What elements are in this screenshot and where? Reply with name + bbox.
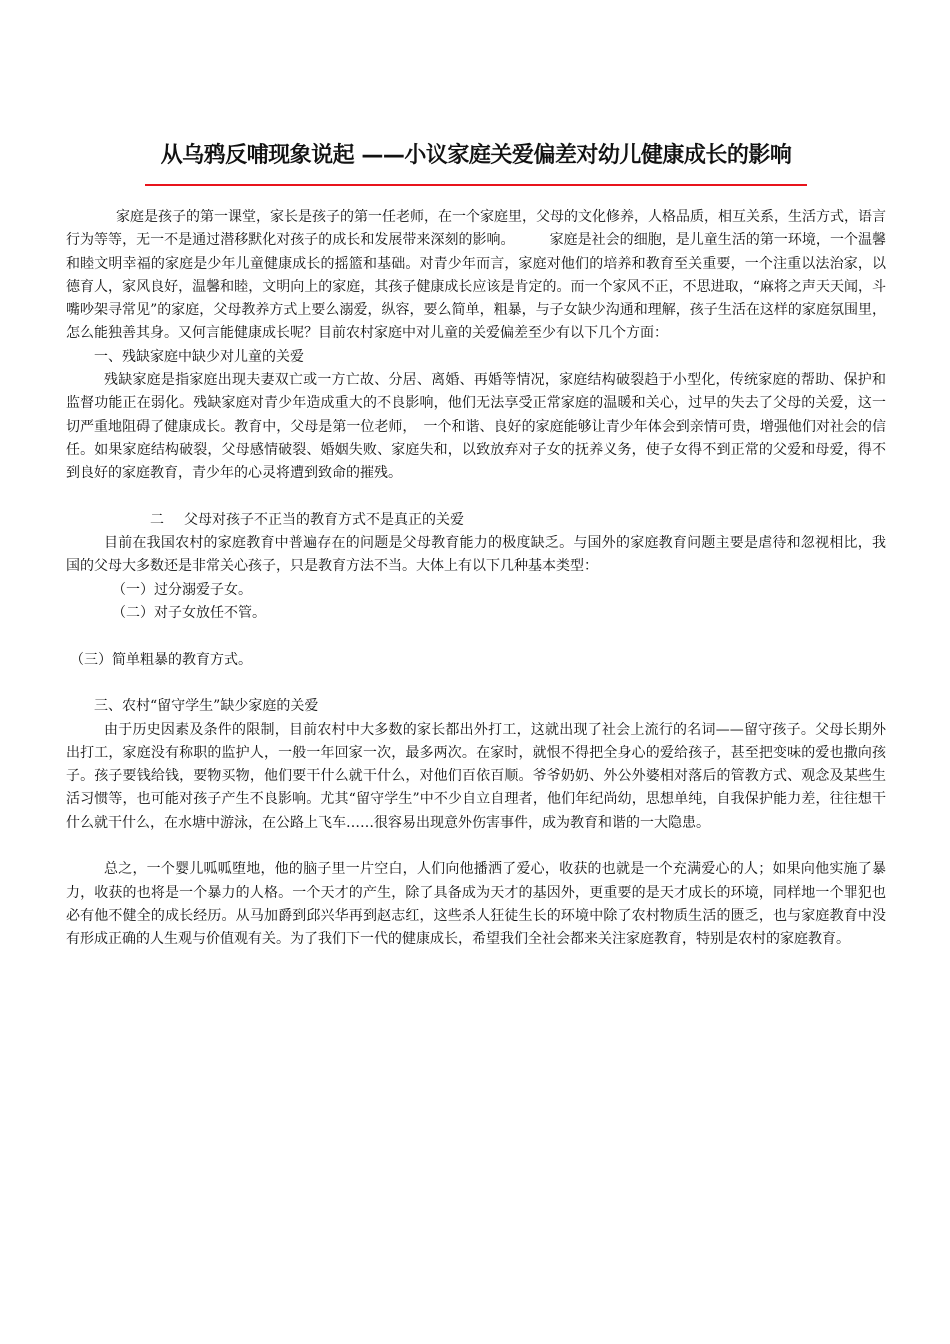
page-title: 从乌鸦反哺现象说起 ——小议家庭关爱偏差对幼儿健康成长的影响 [160,143,792,168]
section-heading-2-text: 父母对孩子不正当的教育方式不是真正的关爱 [184,511,464,528]
section-heading-3: 三、农村“留守学生”缺少家庭的关爱 [94,698,319,715]
spacer [66,835,886,858]
title-divider-rule [145,184,807,186]
section-heading-2 [66,509,886,532]
article-body [66,206,886,952]
section-heading-2-number: 二 [150,511,164,528]
spacer [66,672,886,695]
list-item-2: （二）对子女放任不管。 [112,605,266,622]
section-2-paragraph: 目前在我国农村的家庭教育中普遍存在的问题是父母教育能力的极度缺乏。与国外的家庭教育问题主要是虐待和忽视相比，我国的父母大多数还是非常关心孩子，只是教育方法不当。大体上有以下几种基本类型： [66,535,886,575]
intro-paragraph: 家庭是孩子的第一课堂，家长是孩子的第一任老师，在一个家庭里，父母的文化修养，人格品质，相互关系，生活方式，语言行为等等，无一不是通过潜移默化对孩子的成长和发展带来深刻的影响。 家庭是社会的细胞，是儿童生活的第一环境，一个温馨和睦文明幸福的家庭是少年儿童健康成长的摇篮和基础。对青少年而言，家庭对他们的培养和教育至关重要，一个注重以法治家，以德育人，家风良好，温馨和睦，文明向上的家庭，其孩子健康成长应该是肯定的。而一个家风不正，不思进取，“麻将之声天天闻，斗嘴吵架寻常见”的家庭，父母教养方式上要么溺爱，纵容，要么简单，粗暴，与子女缺少沟通和理解，孩子生活在这样的家庭氛围里，怎么能独善其身。又何言能健康成长呢？目前农村家庭中对儿童的关爱偏差至少有以下几个方面： [66,209,886,342]
conclusion-paragraph: 总之，一个婴儿呱呱堕地，他的脑子里一片空白，人们向他播洒了爱心，收获的也就是一个充满爱心的人；如果向他实施了暴力，收获的也将是一个暴力的人格。一个天才的产生，除了具备成为天才的基因外，更重要的是天才成长的环境，同样地一个罪犯也必有他不健全的成长经历。从马加爵到邱兴华再到赵志红，这些杀人狂徒生长的环境中除了农村物质生活的匮乏，也与家庭教育中没有形成正确的人生观与价值观有关。为了我们下一代的健康成长，希望我们全社会都来关注家庭教育，特别是农村的家庭教育。 [66,861,886,948]
section-3-paragraph: 由于历史因素及条件的限制，目前农村中大多数的家长都出外打工，这就出现了社会上流行的名词——留守孩子。父母长期外出打工，家庭没有称职的监护人，一般一年回家一次，最多两次。在家时，就恨不得把全身心的爱给孩子，甚至把变味的爱也撒向孩子。孩子要钱给钱，要物买物，他们要干什么就干什么，对他们百依百顺。爷爷奶奶、外公外婆相对落后的管教方式、观念及某些生活习惯等，也可能对孩子产生不良影响。尤其“留守学生”中不少自立自理者，他们年纪尚幼，思想单纯，自我保护能力差，往往想干什么就干什么，在水塘中游泳，在公路上飞车……很容易出现意外伤害事件，成为教育和谐的一大隐患。 [66,721,886,831]
spacer [66,625,886,648]
section-heading-1: 一、残缺家庭中缺少对儿童的关爱 [94,348,304,365]
section-1-paragraph: 残缺家庭是指家庭出现夫妻双亡或一方亡故、分居、离婚、再婚等情况，家庭结构破裂趋于小型化，传统家庭的帮助、保护和监督功能正在弱化。残缺家庭对青少年造成重大的不良影响，他们无法享受正常家庭的温暖和关心，过早的失去了父母的关爱，这一切严重地阻碍了健康成长。教育中，父母是第一位老师， 一个和谐、良好的家庭能够让青少年体会到亲情可贵，增强他们对社会的信任。如果家庭结构破裂，父母感情破裂、婚姻失败、家庭失和，以致放弃对子女的抚养义务，使子女得不到正常的父爱和母爱，得不到良好的家庭教育，青少年的心灵将遭到致命的摧残。 [66,372,886,482]
spacer [66,486,886,509]
list-item-1: （一）过分溺爱子女。 [112,581,252,598]
list-item-3: （三）简单粗暴的教育方式。 [70,651,252,668]
